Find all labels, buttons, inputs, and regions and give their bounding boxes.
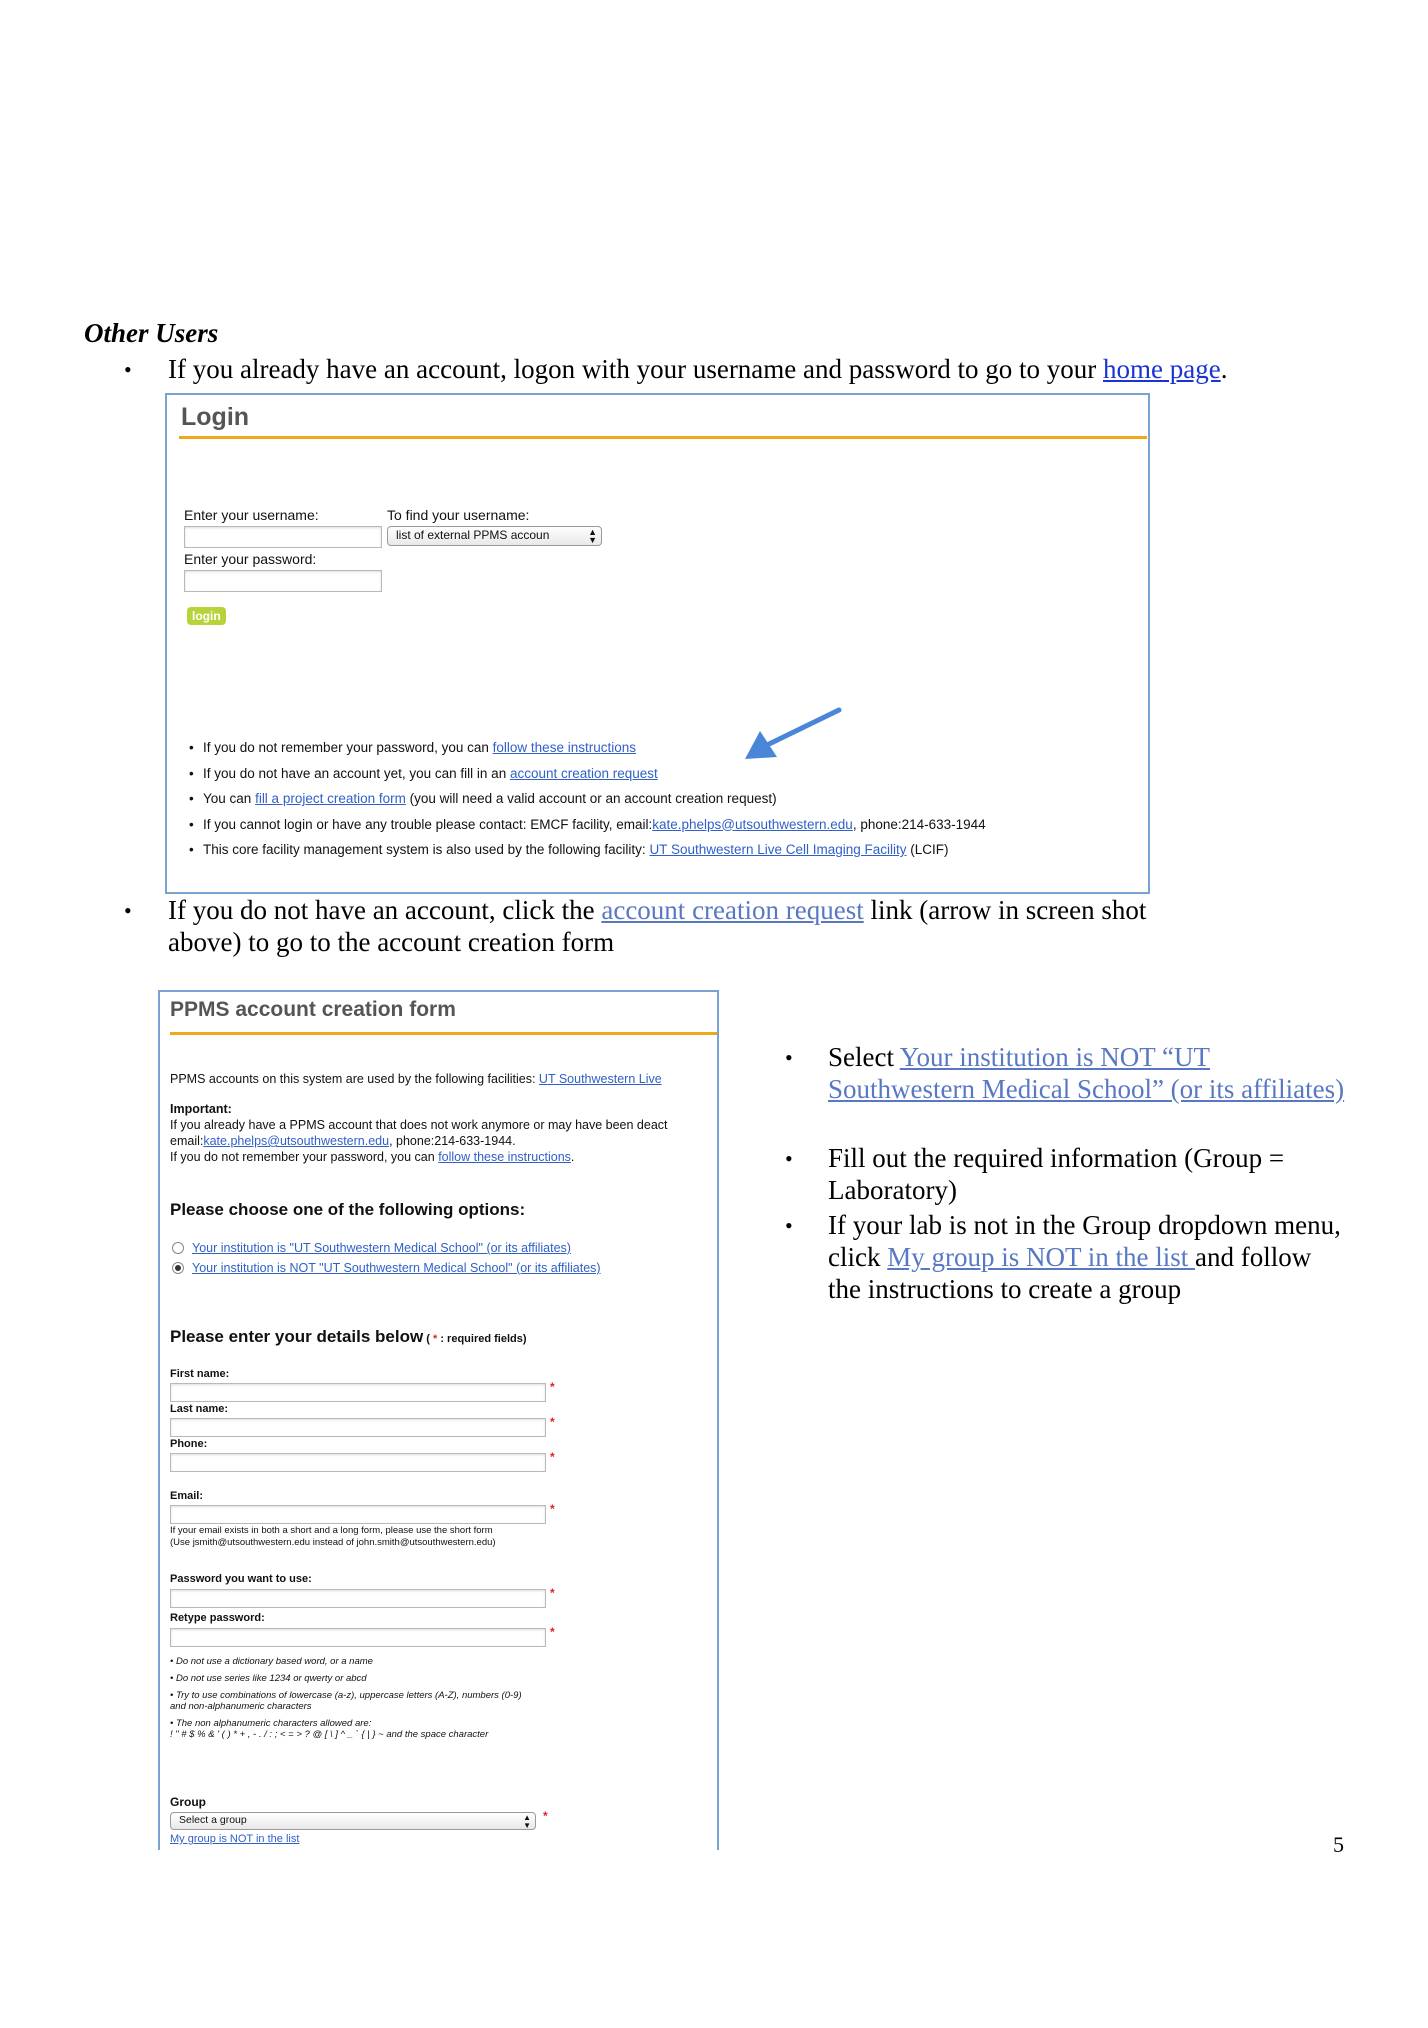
account-creation-request-link[interactable]: account creation request — [509, 765, 658, 781]
group-label: Group — [170, 1795, 206, 1809]
options-heading: Please choose one of the following options: — [170, 1200, 526, 1219]
password-tip: • Try to use combinations of lowercase (a-z), uppercase letters (A-Z), numbers (0-9) — [170, 1690, 522, 1701]
group-not-listed-link[interactable]: My group is NOT in the list — [170, 1833, 300, 1845]
list-item — [203, 812, 986, 838]
important-label: Important: — [170, 1102, 232, 1116]
lcif-link[interactable]: UT Southwestern Live Cell Imaging Facility — [649, 842, 907, 857]
password-input[interactable] — [184, 570, 382, 592]
password-tip: • Do not use a dictionary based word, or a name — [170, 1656, 373, 1667]
password-label: Password you want to use: — [170, 1573, 312, 1585]
tip-text: Do not use a dictionary based word, or a name — [175, 1656, 373, 1667]
form-title: PPMS account creation form — [170, 998, 456, 1021]
required-star: * — [543, 1809, 548, 1823]
password-tip-cont: and non-alphanumeric characters — [170, 1701, 312, 1712]
pw-text-end: . — [570, 1150, 575, 1164]
details-heading-text: Please enter your details below — [170, 1327, 424, 1346]
form-intro — [170, 1071, 662, 1087]
item-text: , phone:214-633-1944 — [852, 816, 986, 832]
tip-text: The non alphanumeric characters allowed are: — [175, 1718, 372, 1729]
find-username-select-value: list of external PPMS accoun — [396, 528, 550, 542]
follow-instructions-link[interactable]: follow these instructions — [438, 1150, 571, 1164]
bullet-marker: • — [785, 1213, 793, 1238]
right-bullet-2: Fill out the required information (Group = Laboratory) — [828, 1143, 1285, 1205]
page-number: 5 — [1333, 1832, 1344, 1857]
list-item — [203, 786, 986, 812]
email-input[interactable] — [170, 1505, 546, 1524]
password-tip: • Do not use series like 1234 or qwerty or abcd — [170, 1673, 367, 1684]
item-text: If you cannot login or have any trouble please contact: EMCF facility, email: — [203, 816, 653, 832]
item-text: If you do not have an account yet, you can fill in an — [203, 765, 510, 781]
form-title-rule — [170, 1032, 719, 1035]
required-star: * — [550, 1380, 555, 1394]
required-star: * — [550, 1502, 555, 1516]
follow-instructions-link[interactable]: follow these instructions — [492, 740, 636, 755]
required-note-end: : required fields) — [437, 1333, 527, 1345]
username-label: Enter your username: — [184, 507, 319, 523]
right-bullet-text-end: and follow the instructions to create a group — [828, 1242, 1312, 1304]
right-bullet-text: Select — [828, 1042, 900, 1072]
title-rule — [179, 436, 1147, 439]
list-item — [203, 837, 986, 863]
login-screenshot — [165, 393, 1150, 894]
email-note1: If your email exists in both a short and a long form, please use the short form — [170, 1525, 493, 1536]
bullet2-line2: above) to go to the account creation form — [168, 927, 615, 957]
list-item — [203, 735, 986, 761]
contact-email-link[interactable]: kate.phelps@utsouthwestern.edu — [203, 1134, 390, 1148]
contact-phone: , phone:214-633-1944. — [389, 1134, 516, 1148]
first-name-input[interactable] — [170, 1383, 546, 1402]
find-username-select[interactable] — [387, 526, 602, 546]
required-star: * — [550, 1415, 555, 1429]
bullet-marker: • — [124, 357, 132, 382]
login-info-list — [203, 735, 986, 863]
required-note: ( — [423, 1333, 433, 1345]
details-heading — [170, 1327, 527, 1347]
important-line1: If you already have a PPMS account that does not work anymore or may have been deact — [170, 1118, 668, 1132]
group-select-value: Select a group — [179, 1814, 247, 1826]
item-text: This core facility management system is also used by the following facility: — [203, 842, 650, 857]
tip-text: Try to use combinations of lowercase (a-z), uppercase letters (A-Z), numbers (0-9) — [175, 1690, 522, 1701]
right-bullet-text: If your lab is not in the Group dropdown menu, click — [828, 1210, 1341, 1272]
project-creation-link[interactable]: fill a project creation form — [255, 791, 406, 806]
item-text: (you will need a valid account or an account creation request) — [405, 791, 777, 806]
institution-not-utsw-link[interactable]: Your institution is NOT “UT Southwestern Medical School” (or its affiliates) — [828, 1042, 1345, 1104]
important-line2 — [170, 1133, 516, 1149]
right-bullet-3 — [828, 1209, 1348, 1305]
important-line3 — [170, 1149, 574, 1165]
required-star: * — [433, 1333, 438, 1345]
my-group-not-listed-link[interactable]: My group is NOT in the list — [887, 1242, 1195, 1272]
password-input[interactable] — [170, 1589, 546, 1608]
home-page-link[interactable]: home page — [1103, 354, 1221, 384]
pw-text: If you do not remember your password, you can — [170, 1150, 439, 1164]
password-tip: • The non alphanumeric characters allowed are: — [170, 1718, 372, 1729]
email-note2: (Use jsmith@utsouthwestern.edu instead of john.smith@utsouthwestern.edu) — [170, 1537, 496, 1548]
phone-input[interactable] — [170, 1453, 546, 1472]
option1-link[interactable]: Your institution is "UT Southwestern Medical School" (or its affiliates) — [192, 1241, 571, 1255]
last-name-label: Last name: — [170, 1403, 229, 1415]
phone-label: Phone: — [170, 1438, 208, 1450]
bullet-marker: • — [785, 1146, 793, 1171]
option2-link[interactable]: Your institution is NOT "UT Southwestern Medical School" (or its affiliates) — [192, 1261, 601, 1275]
item-text: You can — [203, 791, 256, 806]
required-star: * — [550, 1586, 555, 1600]
login-title: Login — [181, 403, 250, 431]
password-tip-cont: ! " # $ % & ' ( ) * + , - . / : ; < = > ? @ [ \ ] ^ _ ` { | } ~ and the space character — [170, 1729, 489, 1740]
list-item — [203, 761, 986, 787]
bullet-marker: • — [785, 1045, 793, 1070]
username-input[interactable] — [184, 526, 382, 548]
first-name-label: First name: — [170, 1368, 230, 1380]
retype-password-label: Retype password: — [170, 1612, 265, 1624]
retype-password-input[interactable] — [170, 1628, 546, 1647]
account-creation-request-doc-link[interactable]: account creation request — [601, 895, 864, 925]
bullet1-text — [168, 353, 1227, 385]
email-label: Email: — [170, 1490, 204, 1502]
select-arrows-icon: ▲ ▼ — [523, 1813, 531, 1830]
intro-text: PPMS accounts on this system are used by the following facilities: — [170, 1072, 539, 1086]
bullet2-text — [168, 894, 1146, 926]
bullet1-end: . — [1220, 354, 1228, 384]
bullet1-body: If you already have an account, logon with your username and password to go to your — [168, 354, 1103, 384]
right-bullet-1 — [828, 1041, 1348, 1105]
required-star: * — [550, 1450, 555, 1464]
option2-radio[interactable] — [172, 1262, 184, 1274]
email-link[interactable]: kate.phelps@utsouthwestern.edu — [652, 816, 853, 832]
section-title: Other Users — [84, 318, 219, 348]
item-text: (LCIF) — [906, 842, 949, 857]
select-arrows-icon: ▲ ▼ — [588, 527, 597, 545]
option1-radio[interactable] — [172, 1242, 184, 1254]
facilities-link[interactable]: UT Southwestern Live — [538, 1072, 662, 1086]
tip-text: Do not use series like 1234 or qwerty or abcd — [175, 1673, 367, 1684]
bullet2-body: If you do not have an account, click the — [168, 895, 602, 925]
item-text: If you do not remember your password, you can — [203, 740, 493, 755]
group-select[interactable] — [170, 1812, 536, 1830]
email-prefix: email: — [170, 1134, 204, 1148]
find-username-label: To find your username: — [387, 507, 530, 523]
required-star: * — [550, 1625, 555, 1639]
password-label: Enter your password: — [184, 551, 317, 567]
bullet2-body2: link (arrow in screen shot — [863, 895, 1147, 925]
bullet-marker: • — [124, 898, 132, 923]
login-button[interactable]: login — [187, 607, 226, 625]
last-name-input[interactable] — [170, 1418, 546, 1437]
account-form-screenshot — [158, 990, 719, 1850]
